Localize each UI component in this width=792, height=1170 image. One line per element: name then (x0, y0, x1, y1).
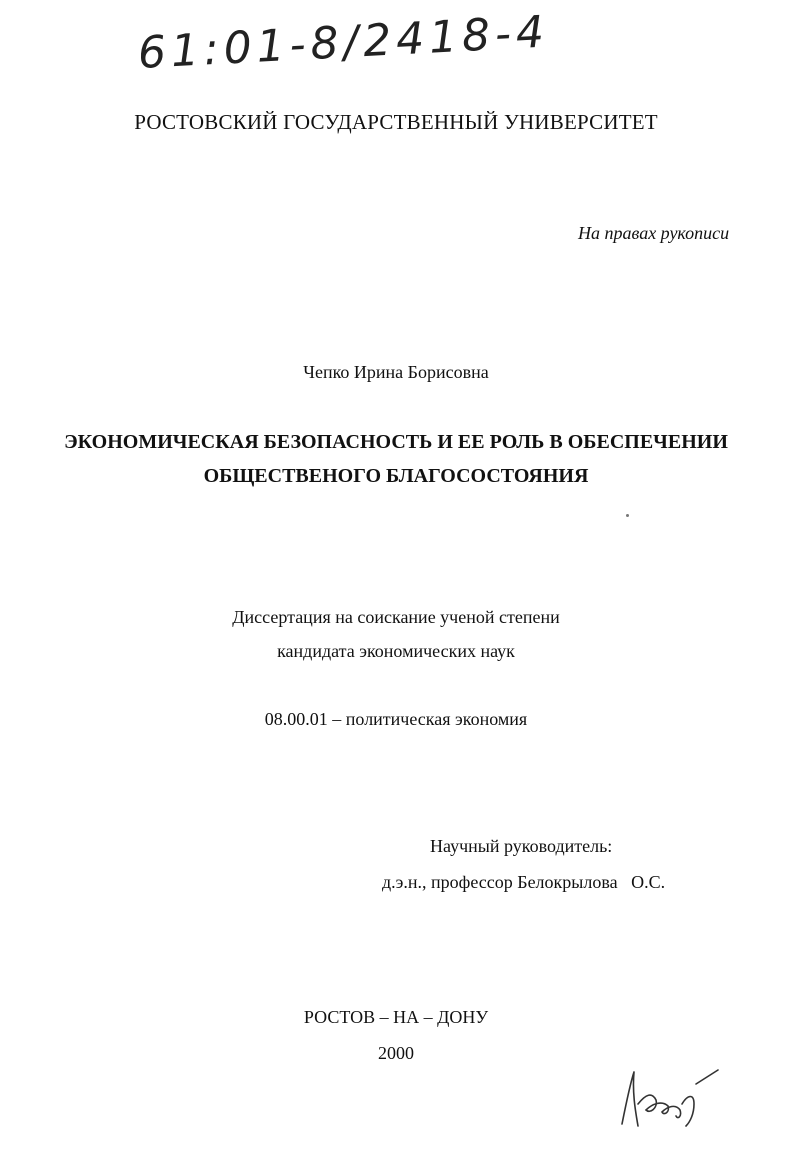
city: РОСТОВ – НА – ДОНУ (303, 1007, 489, 1027)
rights-note: На правах рукописи (578, 223, 730, 243)
title-line-1: ЭКОНОМИЧЕСКАЯ БЕЗОПАСНОСТЬ И ЕЕ РОЛЬ В ОБЕСПЕЧЕНИИ (64, 431, 728, 453)
supervisor-label: Научный руководитель: (430, 836, 613, 856)
author-name: Чепко Ирина Борисовна (303, 362, 489, 382)
year: 2000 (378, 1043, 414, 1063)
scan-artifact (626, 514, 629, 517)
university-name: РОСТОВСКИЙ ГОСУДАРСТВЕННЫЙ УНИВЕРСИТЕТ (134, 110, 658, 134)
specialty-code: 08.00.01 – политическая экономия (264, 709, 528, 729)
degree-line-1: Диссертация на соискание ученой степени (232, 607, 560, 627)
degree-line-2: кандидата экономических наук (277, 641, 515, 661)
supervisor-name: д.э.н., профессор Белокрылова О.С. (382, 872, 666, 892)
degree-statement (0, 600, 792, 668)
dissertation-title (0, 425, 792, 493)
title-line-2: ОБЩЕСТВЕНОГО БЛАГОСОСТОЯНИЯ (203, 465, 589, 487)
handwritten-signature (612, 1064, 722, 1134)
handwritten-catalog-code: 61:01-8/2418-4 (136, 6, 551, 79)
